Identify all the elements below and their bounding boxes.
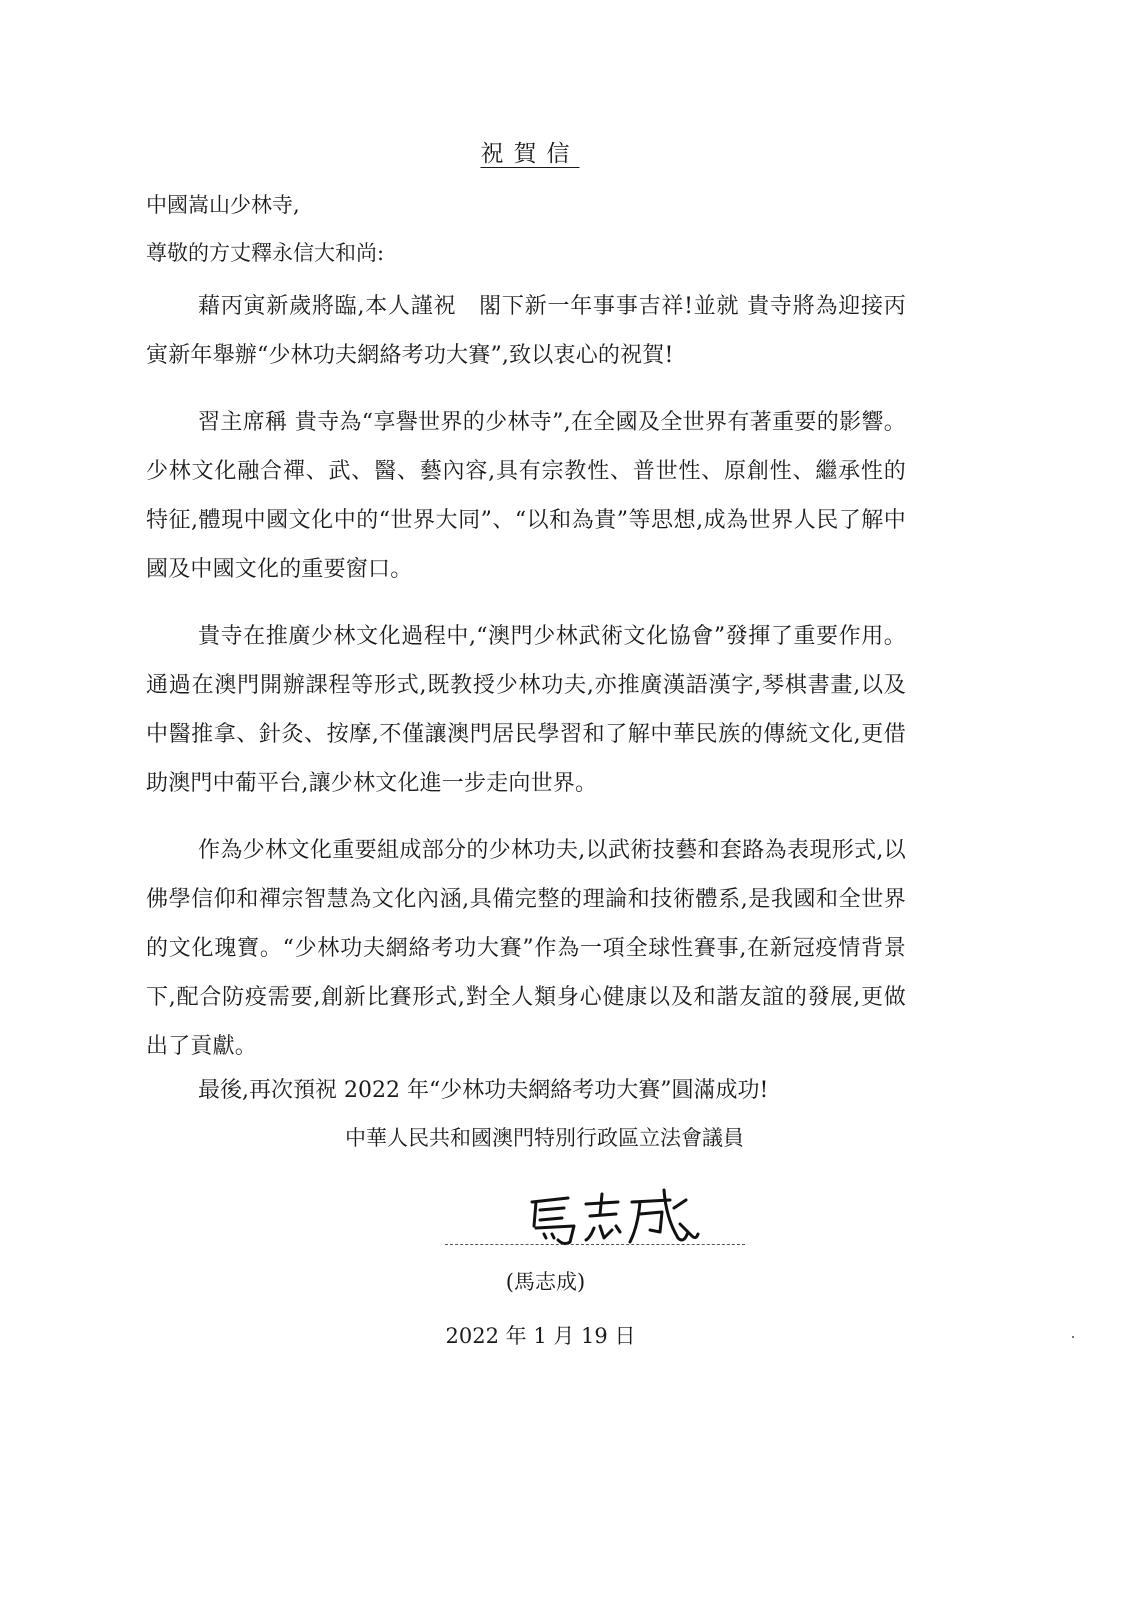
paragraph-influence: 習主席稱 貴寺為“享譽世界的少林寺”,在全國及全世界有著重要的影響。少林文化融合禪、武、醫、藝內容,具有宗教性、普世性、原創性、繼承性的特征,體現中國文化中的“世界大同”、“以和為貴”等思想,成為世界人民了解中國及中國文化的重要窗口。 bbox=[146, 410, 906, 582]
signer-name: (馬志成) bbox=[505, 1270, 586, 1294]
letter-date: 2022 年 1 月 19 日 bbox=[445, 1324, 636, 1348]
paragraph-kungfu: 作為少林文化重要組成部分的少林功夫,以武術技藝和套路為表現形式,以佛學信仰和禪宗智慧為文化內涵,具備完整的理論和技術體系,是我國和全世界的文化瑰寶。“少林功夫網絡考功大賽”作為一項全球性賽事,在新冠疫情背景下,配合防疫需要,創新比賽形式,對全人類身心健康以及和諧友誼的發展,更做出了貢獻。 bbox=[146, 838, 906, 1059]
letter-body bbox=[146, 282, 906, 1071]
recipient-temple: 中國嵩山少林寺, bbox=[146, 193, 300, 217]
recipient-abbot: 尊敬的方丈釋永信大和尚: bbox=[146, 241, 385, 265]
handwritten-signature bbox=[440, 1180, 750, 1260]
letter-title bbox=[0, 136, 1050, 172]
closing-wish: 最後,再次預祝 2022 年“少林功夫網絡考功大賽”圓滿成功! bbox=[198, 1078, 769, 1103]
scan-speck bbox=[1072, 1336, 1074, 1338]
signature-line bbox=[445, 1244, 745, 1245]
signer-office: 中華人民共和國澳門特別行政區立法會議員 bbox=[345, 1126, 744, 1150]
letter-title-text: 祝賀信 bbox=[480, 141, 580, 167]
paragraph-greeting: 藉丙寅新歲將臨,本人謹祝 閣下新一年事事吉祥!並就 貴寺將為迎接丙寅新年舉辦“少林功夫網絡考功大賽”,致以衷心的祝賀! bbox=[146, 294, 906, 368]
paragraph-association: 貴寺在推廣少林文化過程中,“澳門少林武術文化協會”發揮了重要作用。通過在澳門開辦課程等形式,既教授少林功夫,亦推廣漢語漢字,琴棋書畫,以及中醫推拿、針灸、按摩,不僅讓澳門居民學習和了解中華民族的傳統文化,更借助澳門中葡平台,讓少林文化進一步走向世界。 bbox=[146, 624, 906, 796]
